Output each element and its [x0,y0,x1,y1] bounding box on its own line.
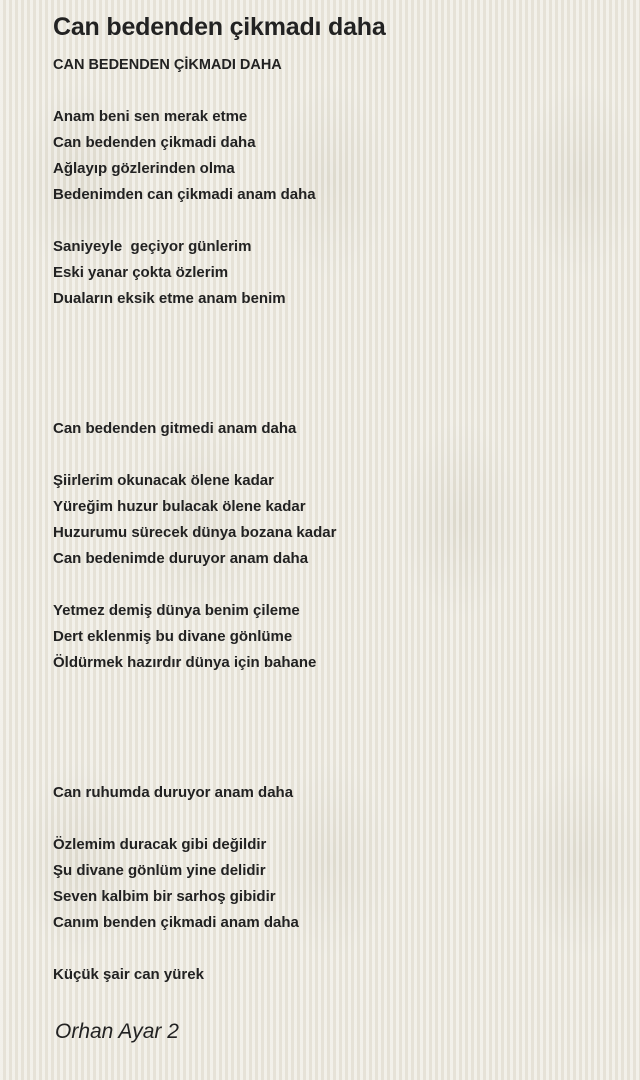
poem-title: Can bedenden çikmadı daha [53,13,386,41]
poem-line [53,806,613,832]
poem-line [53,702,613,728]
poem-line: Ağlayıp gözlerinden olma [53,160,235,177]
poem-line: Eski yanar çokta özlerim [53,264,229,281]
poem-line: Canım benden çikmadi anam daha [53,914,299,931]
poem-line [53,754,613,780]
poem-line: Duaların eksik etme anam benim [53,290,286,307]
poem-line [53,78,613,104]
poem-line: Şu divane gönlüm yine delidir [53,862,266,879]
poem-line: Can ruhumda duruyor anam daha [53,784,294,801]
poem-line: Şiirlerim okunacak ölene kadar [53,472,274,489]
poem-line: Can bedenden çikmadi daha [53,134,256,151]
poem-line: Seven kalbim bir sarhoş gibidir [53,888,276,905]
poem-line: Anam beni sen merak etme [53,108,248,125]
poem-line [53,312,613,338]
poem-line [53,936,613,962]
poem-line: Can bedenimde duruyor anam daha [53,550,309,567]
poem-line [53,728,613,754]
poem-line: Yetmez demiş dünya benim çileme [53,602,300,619]
poem-line: Dert eklenmiş bu divane gönlüme [53,628,293,645]
poem-line: Can bedenden gitmedi anam daha [53,420,297,437]
poem-body [53,52,613,988]
poem-line [53,390,613,416]
poem-line: Öldürmek hazırdır dünya için bahane [53,654,317,671]
poem-line [53,676,613,702]
poem-line [53,572,613,598]
poem-line: Saniyeyle geçiyor günlerim [53,238,252,255]
poem-heading: CAN BEDENDEN ÇİKMADI DAHA [53,57,282,73]
poem-line: Bedenimden can çikmadi anam daha [53,186,316,203]
poem-line: Özlemim duracak gibi değildir [53,836,267,853]
poem-line [53,364,613,390]
poem-line: Yüreğim huzur bulacak ölene kadar [53,498,306,515]
poem-line: Huzurumu sürecek dünya bozana kadar [53,524,337,541]
poem-line [53,338,613,364]
poem-author: Orhan Ayar 2 [55,1020,179,1043]
poem-line [53,208,613,234]
poem-line [53,442,613,468]
poem-line: Küçük şair can yürek [53,966,204,983]
